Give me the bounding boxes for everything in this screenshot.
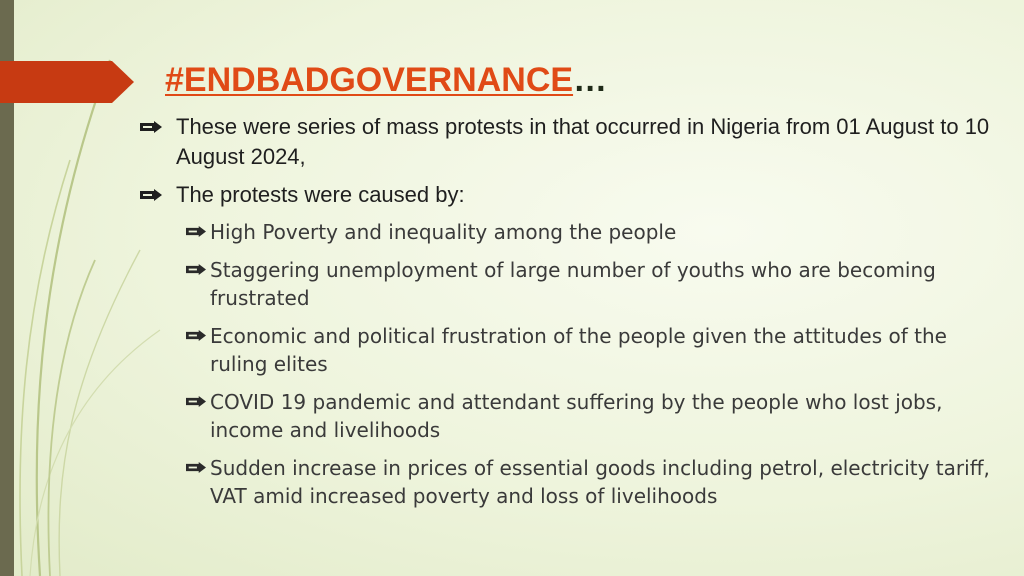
bullet-protest-description [140, 112, 1000, 172]
sub-bullet-cause [184, 256, 1000, 312]
sub-bullet-cause [184, 322, 1000, 378]
bullet-protest-causes [140, 180, 1000, 210]
sub-bullet-text: Staggering unemployment of large number of youths who are becoming frustrated [210, 258, 936, 310]
pen-arrow-bullet-icon [140, 189, 162, 201]
slide-title [165, 58, 607, 102]
sub-bullet-cause [184, 454, 1000, 510]
pen-arrow-bullet-icon [186, 264, 206, 275]
title-ellipsis: … [573, 61, 608, 99]
pen-arrow-bullet-icon [186, 462, 206, 473]
sub-bullet-cause [184, 218, 1000, 246]
bullet-text: These were series of mass protests in that occurred in Nigeria from 01 August to 10 August 2024, [176, 114, 990, 169]
title-arrow-icon [0, 61, 134, 103]
sub-bullet-text: Sudden increase in prices of essential goods including petrol, electricity tariff, VAT amid increased poverty and loss of livelihoods [210, 456, 990, 508]
pen-arrow-bullet-icon [140, 121, 162, 133]
title-hashtag-link[interactable]: #ENDBADGOVERNANCE [165, 61, 574, 99]
sub-bullet-cause [184, 388, 1000, 444]
sub-bullet-text: COVID 19 pandemic and attendant suffering by the people who lost jobs, income and livelihoods [210, 390, 943, 442]
pen-arrow-bullet-icon [186, 226, 206, 237]
sub-bullet-text: High Poverty and inequality among the people [210, 220, 677, 244]
pen-arrow-bullet-icon [186, 396, 206, 407]
slide-content [140, 112, 1000, 520]
bullet-text: The protests were caused by: [176, 182, 465, 207]
pen-arrow-bullet-icon [186, 330, 206, 341]
sub-bullet-text: Economic and political frustration of the people given the attitudes of the ruling elites [210, 324, 947, 376]
